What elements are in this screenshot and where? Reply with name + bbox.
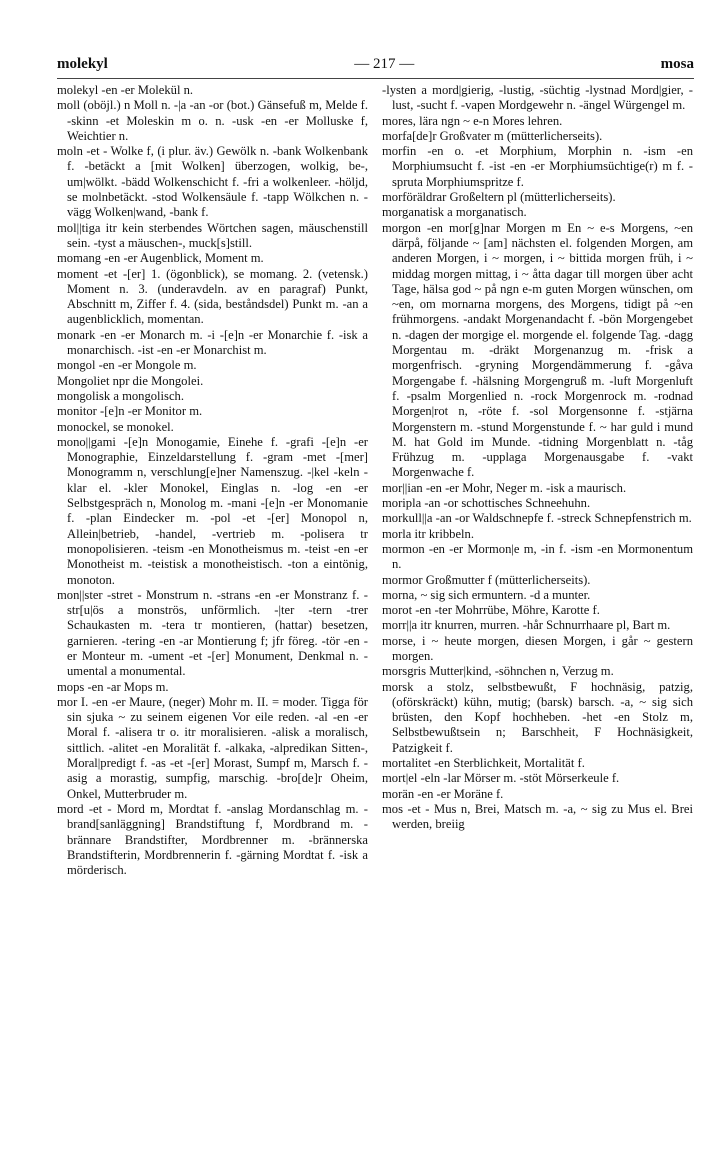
dictionary-entry: morfa[de]r Großvater m (mütterlicherseits). — [382, 128, 603, 143]
dictionary-entry: mol||tiga itr kein sterbendes Wörtchen sagen, mäuschenstill sein. -tyst a mäuschen-, muck[s]still. — [57, 220, 368, 250]
header-right-guideword: mosa — [660, 56, 694, 72]
dictionary-entry: moment -et -[er] 1. (ögonblick), se momang. 2. (vetensk.) Moment n. 3. (underavdeln. av en paragraf) Punkt, Abschnitt m, Ziffer f. 4. (sida, beståndsdel) Punkt m. -an a augenblicklich, momentan. — [57, 266, 368, 327]
dictionary-entry: mops -en -ar Mops m. — [57, 679, 169, 694]
dictionary-entry: moripla -an -or schottisches Schneehuhn. — [382, 496, 591, 511]
dictionary-entry: mon||ster -stret - Monstrum n. -strans -en -er Monstranz f. -str[u|ös a monströs, unförmlich. -|ter -tern -trer Schaukasten m. -tera tr montieren, (hattar) besetzen, garnieren. -tering -en -ar Montierung f; jfr föreg. -tör -en -er Monteur m. -ument -et -[er] Monument, Denkmal n. -umental a monumental. — [57, 587, 368, 679]
dictionary-entry: molekyl -en -er Molekül n. — [57, 83, 194, 97]
dictionary-entry: morganatisk a morganatisch. — [382, 205, 527, 220]
dictionary-entry: morla itr kribbeln. — [382, 526, 474, 541]
dictionary-entry: morse, i ~ heute morgen, diesen Morgen, i går ~ gestern morgen. — [382, 633, 693, 663]
dictionary-entry: moln -et - Wolke f, (i plur. äv.) Gewölk n. -bank Wolkenbank f. -betäckt a [mit Wolken] überzogen, wolkig, be-, um|wölkt. -bädd Wolkenschicht f. -fri a wolkenleer. -höljd, se molnbetäckt. -stod Wolkensäule f. -tapp Wölkchen n. -vägg Wolken|wand, -bank f. — [57, 144, 368, 220]
dictionary-entry: morr||a itr knurren, murren. -hår Schnurrhaare pl, Bart m. — [382, 618, 671, 633]
dictionary-entry: morfin -en o. -et Morphium, Morphin n. -ism -en Morphiumsucht f. -ist -en -er Morphiumsüchtige(r) m f. -spruta Morphiumspritze f. — [382, 144, 693, 189]
dictionary-entry: morsgris Mutter|kind, -söhnchen n, Verzug m. — [382, 664, 614, 679]
dictionary-entry: mor I. -en -er Maure, (neger) Mohr m. II. = moder. Tigga för sin sjuka ~ zu seinem eigenen Vor eile reden. -al -en -er Moral f. -alisera tr o. itr moralisieren. -alisk a moralisch, sittlich. -alitet -en Moralität f. -alkaka, -alpredikan Sitten-, Moral|predigt f. -as -et -[er] Morast, Sumpf m, Marsch f. -asig a morastig, sumpfig, marschig. -bro[de]r Oheim, Onkel, Mutterbruder m. — [57, 694, 368, 801]
dictionary-entry: mord -et - Mord m, Mordtat f. -anslag Mordanschlag m. -brand[sanläggning] Brandstiftung f, Mordbrand m. -brännare Brandstifter, Mordbrenner m. -brännerska Brandstifterin, Mordbrennerin f. -gärning Mordtat f. -isk a mörderisch. — [57, 801, 368, 878]
dictionary-entry: monitor -[e]n -er Monitor m. — [57, 404, 203, 419]
dictionary-entry: morgon -en mor[g]nar Morgen m En ~ e-s Morgens, ~en därpå, följande ~ [am] nächsten el. folgenden Morgen, am anderen Morgen, i ~ morgen, i ~ bittida morgen früh, i ~ middag morgen mittag, i ~ åtta dagar till morgen über acht Tage, hälsa god ~ på ngn e-m guten Morgen wünschen, om ~en, om mornarna morgens, des Morgens, tidigt på ~en frühmorgens. -andakt Morgenandacht f. -bön Morgengebet n. -dagen der morgige el. morgende el. folgende Tag. -dagg Morgentau m. -dräkt Morgenanzug m. -frisk a morgenfrisch. -gryning Morgendämmerung f. -gåva Morgengabe f. -hälsning Morgengruß m. -luft Morgenluft f. -psalm Morgenlied n. -rock Morgenrock m. -rodnad Morgen|rot n, -röte f. -sol Morgensonne f. -stjärna Morgenstern m. -stund Morgenstunde f. ~ har guld i mund M. hat Gold im Munde. -tidning Morgenblatt n. -tåg Frühzug m. -upplaga Morgenausgabe f. -vakt Morgenwache f. — [382, 220, 693, 480]
left-column — [57, 83, 368, 878]
dictionary-entry: Mongoliet npr die Mongolei. — [57, 373, 204, 388]
dictionary-entry: morän -en -er Moräne f. — [382, 786, 504, 801]
dictionary-entry: momang -en -er Augenblick, Moment m. — [57, 251, 264, 266]
columns — [57, 83, 694, 878]
dictionary-entry: mongol -en -er Mongole m. — [57, 358, 197, 373]
dictionary-entry: morkull||a -an -or Waldschnepfe f. -streck Schnepfenstrich m. — [382, 511, 692, 526]
dictionary-entry: morföräldrar Großeltern pl (mütterlicherseits). — [382, 190, 616, 205]
dictionary-entry: monockel, se monokel. — [57, 419, 174, 434]
dictionary-entry: mormon -en -er Mormon|e m, -in f. -ism -en Mormonentum n. — [382, 541, 693, 572]
dictionary-entry: mormor Großmutter f (mütterlicherseits). — [382, 572, 591, 587]
dictionary-entry: mos -et - Mus n, Brei, Matsch m. -a, ~ sig zu Mus el. Brei werden, breiig — [382, 801, 693, 832]
dictionary-entry: mono||gami -[e]n Monogamie, Einehe f. -grafi -[e]n -er Monographie, Einzeldarstellung f. -gram -met -[mer] Monogramm n, verschlung[e]ner Namenszug. -|kel -keln -klar el. -kler Monokel, Einglas n. -log -en -er Selbstgespräch n, Monolog m. -mani -[e]n -er Monomanie f. -plan Eindecker m. -pol -et -[er] Monopol n, Allein|betrieb, -handel, -vertrieb m. -polisera tr monopolisieren. -teism -en Monotheismus m. -teist -en -er Monotheist m. -teistisk a monotheistisch. -ton a eintönig, monoton. — [57, 434, 368, 587]
dictionary-entry: -lysten a mord|gierig, -lustig, -süchtig -lystnad Mord|gier, -lust, -sucht f. -vapen Mordgewehr n. -ängel Würgengel m. — [382, 83, 693, 113]
dictionary-entry: moll (oböjl.) n Moll n. -|a -an -or (bot.) Gänsefuß m, Melde f. -skinn -et Moleskin m o. n. -usk -en -er Molluske f, Weichtier n. — [57, 98, 368, 143]
header-left-guideword: molekyl — [57, 56, 108, 72]
dictionary-entry: monark -en -er Monarch m. -i -[e]n -er Monarchie f. -isk a monarchisch. -ist -en -er Monarchist m. — [57, 327, 368, 358]
page-header — [57, 56, 694, 79]
dictionary-entry: morot -en -ter Mohrrübe, Möhre, Karotte f. — [382, 603, 600, 618]
dictionary-entry: mortalitet -en Sterblichkeit, Mortalität f. — [382, 756, 585, 771]
dictionary-entry: mort|el -eln -lar Mörser m. -stöt Mörserkeule f. — [382, 771, 620, 786]
dictionary-entry: morsk a stolz, selbstbewußt, F hochnäsig, patzig, (oförskräckt) kühn, mutig; (barsk) barsch. -a, ~ sig sich brüsten, den Kopf hochheben. -het -en Stolz m, Selbstbewußtsein n; Barschheit, F Hochnäsigkeit, Patzigkeit f. — [382, 679, 693, 755]
right-column — [382, 83, 693, 878]
dictionary-entry: mores, lära ngn ~ e-n Mores lehren. — [382, 113, 563, 128]
page-number: — 217 — — [354, 56, 415, 72]
dictionary-entry: mor||ian -en -er Mohr, Neger m. -isk a maurisch. — [382, 480, 627, 495]
dictionary-entry: mongolisk a mongolisch. — [57, 388, 184, 403]
dictionary-entry: morna, ~ sig sich ermuntern. -d a munter. — [382, 587, 591, 602]
